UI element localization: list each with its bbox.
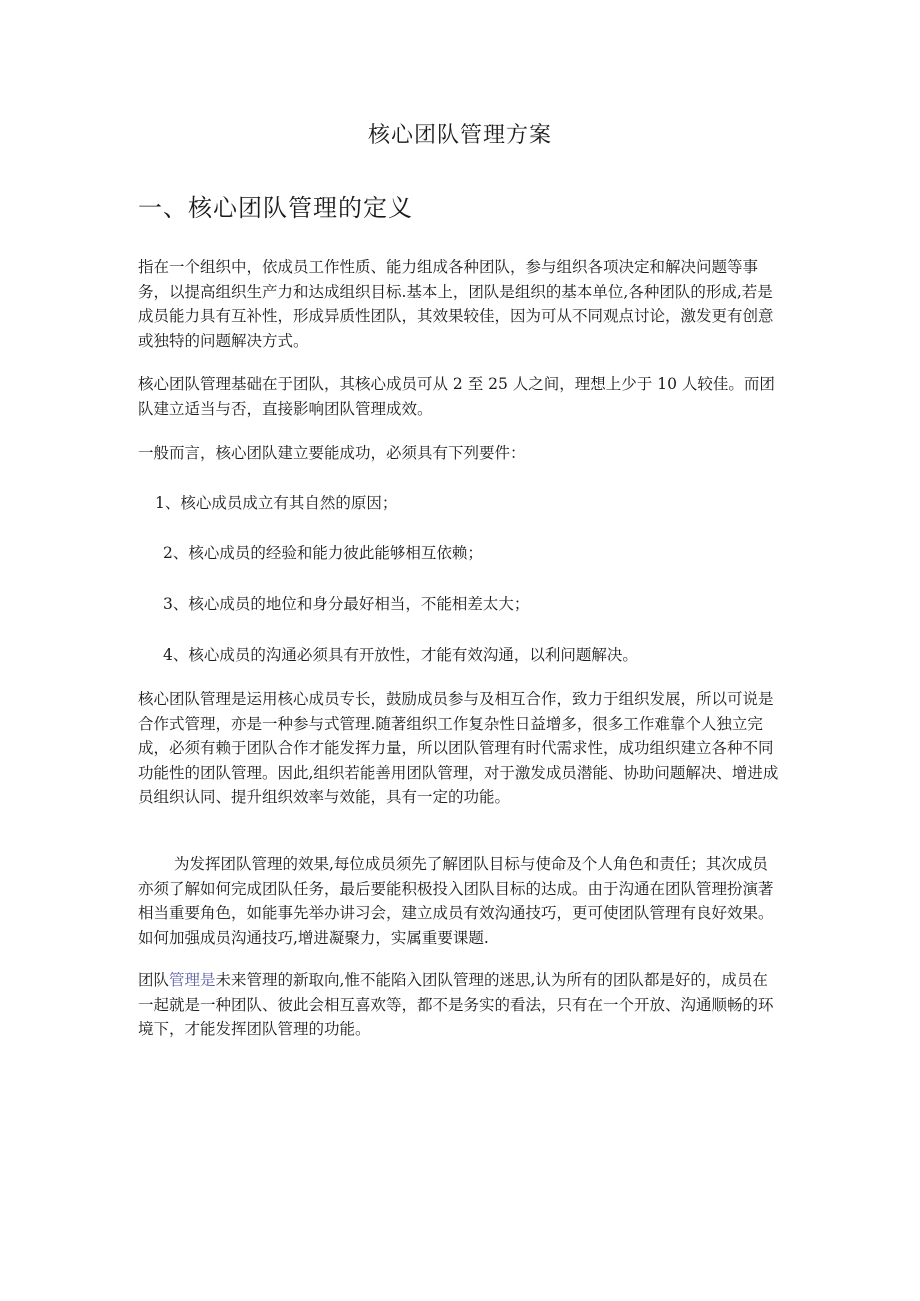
paragraph-communication: 为发挥团队管理的效果,每位成员须先了解团队目标与使命及个人角色和责任；其次成员亦须了解如何完成团队任务，最后要能积极投入团队目标的达成。由于沟通在团队管理扮演著相当重要角色，如能事先举办讲习会，建立成员有效沟通技巧，更可使团队管理有良好效果。如何加强成员沟通技巧,增进凝聚力，实属重要课题.: [138, 855, 774, 947]
section-heading: 一、核心团队管理的定义: [138, 194, 413, 222]
document-title: 核心团队管理方案: [367, 123, 552, 148]
paragraph-requirements-intro: 一般而言，核心团队建立要能成功，必须具有下列要件：: [138, 444, 526, 462]
paragraph-team-size: 核心团队管理基础在于团队，其核心成员可从 2 至 25 人之间，理想上少于 10 人较佳。而团队建立适当与否，直接影响团队管理成效。: [138, 375, 775, 418]
list-item: 1、核心成员成立有其自然的原因；: [155, 494, 398, 512]
list-item: 2、核心成员的经验和能力彼此能够相互依赖；: [163, 544, 483, 562]
paragraph-cooperative-management: 核心团队管理是运用核心成员专长，鼓励成员参与及相互合作，致力于组织发展，所以可说是合作式管理，亦是一种参与式管理.随著组织工作复杂性日益增多，很多工作难靠个人独立完成，必须有赖于团队合作才能发挥力量，所以团队管理有时代需求性，成功组织建立各种不同功能性的团队管理。因此,组织若能善用团队管理，对于激发成员潜能、协助问题解决、增进成员组织认同、提升组织效率与效能，具有一定的功能。: [138, 690, 779, 806]
paragraph-rest: 未来管理的新取向,惟不能陷入团队管理的迷思,认为所有的团队都是好的，成员在一起就是一种团队、彼此会相互喜欢等，都不是务实的看法，只有在一个开放、沟通顺畅的环境下，才能发挥团队管理的功能。: [138, 971, 774, 1038]
list-item: 3、核心成员的地位和身分最好相当，不能相差太大；: [163, 595, 530, 613]
paragraph-definition: 指在一个组织中，依成员工作性质、能力组成各种团队，参与组织各项决定和解决问题等事务，以提高组织生产力和达成组织目标.基本上，团队是组织的基本单位,各种团队的形成,若是成员能力具有互补性，形成异质性团队，其效果较佳，因为可从不同观点讨论，激发更有创意或独特的问题解决方式。: [138, 258, 774, 350]
list-item: 4、核心成员的沟通必须具有开放性，才能有效沟通，以利问题解决。: [163, 646, 638, 664]
paragraph-future-direction: [138, 968, 783, 1042]
paragraph-prefix: 团队: [138, 971, 170, 989]
inline-link[interactable]: 管理是: [169, 971, 216, 989]
